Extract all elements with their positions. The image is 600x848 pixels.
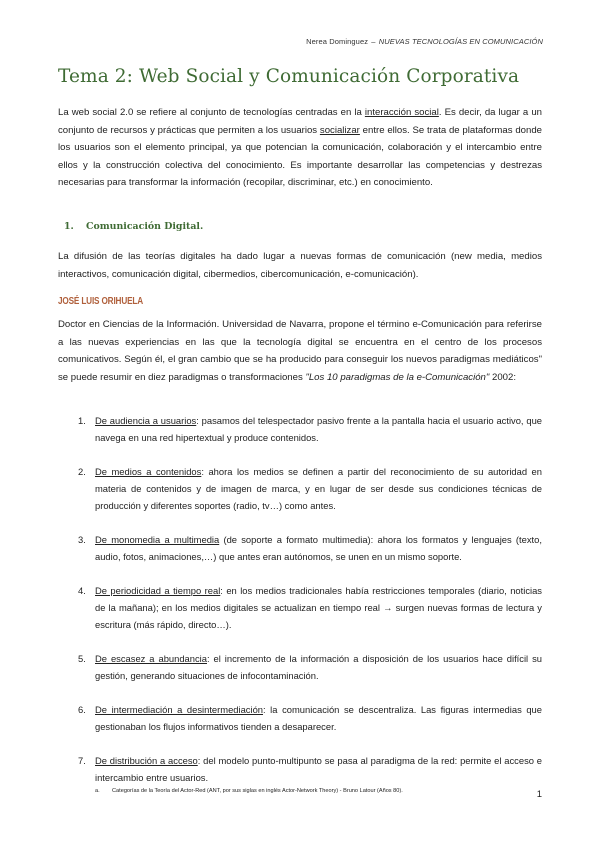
intro-paragraph bbox=[58, 104, 542, 192]
list-item-term: De monomedia a multimedia bbox=[95, 534, 220, 545]
page-title: Tema 2: Web Social y Comunicación Corporativa bbox=[58, 66, 520, 87]
list-item-text: : ahora los medios se definen a partir del reconocimiento de su autoridad en materia de contenidos y de imagen de marca, y en lugar de ser desde sus condiciones técnicas de producción y diferentes soportes (radio, tv…) como antes. bbox=[95, 466, 542, 511]
sublist bbox=[95, 786, 542, 796]
list-item bbox=[78, 531, 542, 565]
section-title: Comunicación Digital. bbox=[86, 221, 204, 232]
list-item bbox=[78, 650, 542, 684]
list-item-term: De medios a contenidos bbox=[95, 466, 202, 477]
digital-communication-text: La difusión de las teorías digitales ha dado lugar a nuevas formas de comunicación (new media, medios interactivos, comunicación digital, cibermedios, cibercomunicación, e-comunicación). bbox=[58, 251, 542, 280]
sublist-item bbox=[95, 786, 542, 796]
list-item bbox=[78, 701, 542, 735]
page-header bbox=[306, 37, 543, 46]
list-item-text: : del modelo punto-multipunto se pasa al paradigma de la red: permite el acceso e intercambio entre usuarios. bbox=[95, 755, 542, 783]
section-heading bbox=[64, 221, 203, 232]
list-item bbox=[78, 463, 542, 514]
list-item-term: De distribución a acceso bbox=[95, 755, 198, 766]
sublist-item-text: Categorías de la Teoría del Actor-Red (ANT, por sus siglas en inglés Actor-Network Theory) - Bruno Latour (Años 80). bbox=[112, 788, 403, 794]
list-item-term: De intermediación a desintermediación bbox=[95, 704, 263, 715]
orihuela-year: 2002: bbox=[489, 371, 516, 383]
header-separator: – bbox=[371, 37, 376, 46]
list-item-text: : en los medios tradicionales había restricciones temporales (diario, noticias de la mañana); en los medios digitales se actualizan en tiempo real → surgen nuevas formas de lectura y escritura (más rápido, directo…). bbox=[95, 585, 542, 630]
list-item-term: De escasez a abundancia bbox=[95, 653, 207, 664]
digital-communication-paragraph bbox=[58, 248, 542, 283]
orihuela-text: Doctor en Ciencias de la Información. Universidad de Navarra, propone el término e-Comunicación para referirse a las nuevas experiencias en las que la tecnología digital se encuentra en el centro de los procesos comunicativos. Según él, el gran cambio que se ha producido para conseguir los nuevos paradigmas mediáticos" se puede resumir en diez paradigmas o transformaciones bbox=[58, 319, 542, 383]
list-item bbox=[78, 582, 542, 633]
sublist-item-letter: a. bbox=[95, 788, 100, 794]
list-item-number: 6. bbox=[78, 704, 86, 715]
header-course: NUEVAS TECNOLOGÍAS EN COMUNICACIÓN bbox=[378, 37, 543, 46]
header-author: Nerea Dominguez bbox=[306, 37, 369, 46]
intro-text-middle: . Es decir, da lugar a un conjunto de recursos y prácticas que permiten a los usuarios bbox=[58, 107, 542, 136]
list-item-text: : la comunicación se descentraliza. Las figuras intermedias que gestionaban los flujos informativos tienden a desaparecer. bbox=[95, 704, 542, 732]
list-item-term: De periodicidad a tiempo real bbox=[95, 585, 221, 596]
intro-term-interaccion: interacción social bbox=[364, 107, 439, 118]
list-item-text: (de soporte a formato multimedia): ahora los formatos y lenguajes (texto, audio, fotos, animaciones,…) que antes eran autónomos, se unen en un mismo soporte. bbox=[95, 534, 542, 562]
list-item-number: 3. bbox=[78, 534, 86, 545]
list-item-term: De audiencia a usuarios bbox=[95, 415, 197, 426]
list-item bbox=[78, 412, 542, 446]
list-item-number: 7. bbox=[78, 755, 86, 766]
list-item-number: 1. bbox=[78, 415, 86, 426]
author-subheading: JOSÉ LUIS ORIHUELA bbox=[58, 296, 143, 307]
page-number: 1 bbox=[536, 789, 542, 800]
section-number: 1. bbox=[64, 221, 74, 232]
list-item-number: 5. bbox=[78, 653, 86, 664]
list-item bbox=[78, 752, 542, 796]
list-item-number: 4. bbox=[78, 585, 86, 596]
intro-text-after: entre ellos. Se trata de plataformas donde los usuarios son el elemento principal, ya que potencian la comunicación, colaboración y el intercambio entre ellos y la construcción colectiva del conocimiento. Es importante desarrollar las competencias y destrezas necesarias para transformar la información (recopilar, discriminar, etc.) en conocimiento. bbox=[58, 124, 543, 188]
list-item-text: : el incremento de la información a disposición de los usuarios hace difícil su gestión, generando situaciones de infocontaminación. bbox=[95, 653, 542, 681]
list-item-number: 2. bbox=[78, 466, 86, 477]
list-item-text: : pasamos del telespectador pasivo frente a la pantalla hacia el usuario activo, que navega en una red hipertextual y produce contenidos. bbox=[95, 415, 543, 443]
intro-text-before: La web social 2.0 se refiere al conjunto de tecnologías centradas en la bbox=[58, 107, 365, 118]
orihuela-quote: "Los 10 paradigmas de la e-Comunicación" bbox=[305, 371, 490, 383]
orihuela-paragraph bbox=[58, 316, 542, 386]
paradigms-list bbox=[78, 412, 542, 796]
intro-term-socializar: socializar bbox=[319, 124, 360, 136]
